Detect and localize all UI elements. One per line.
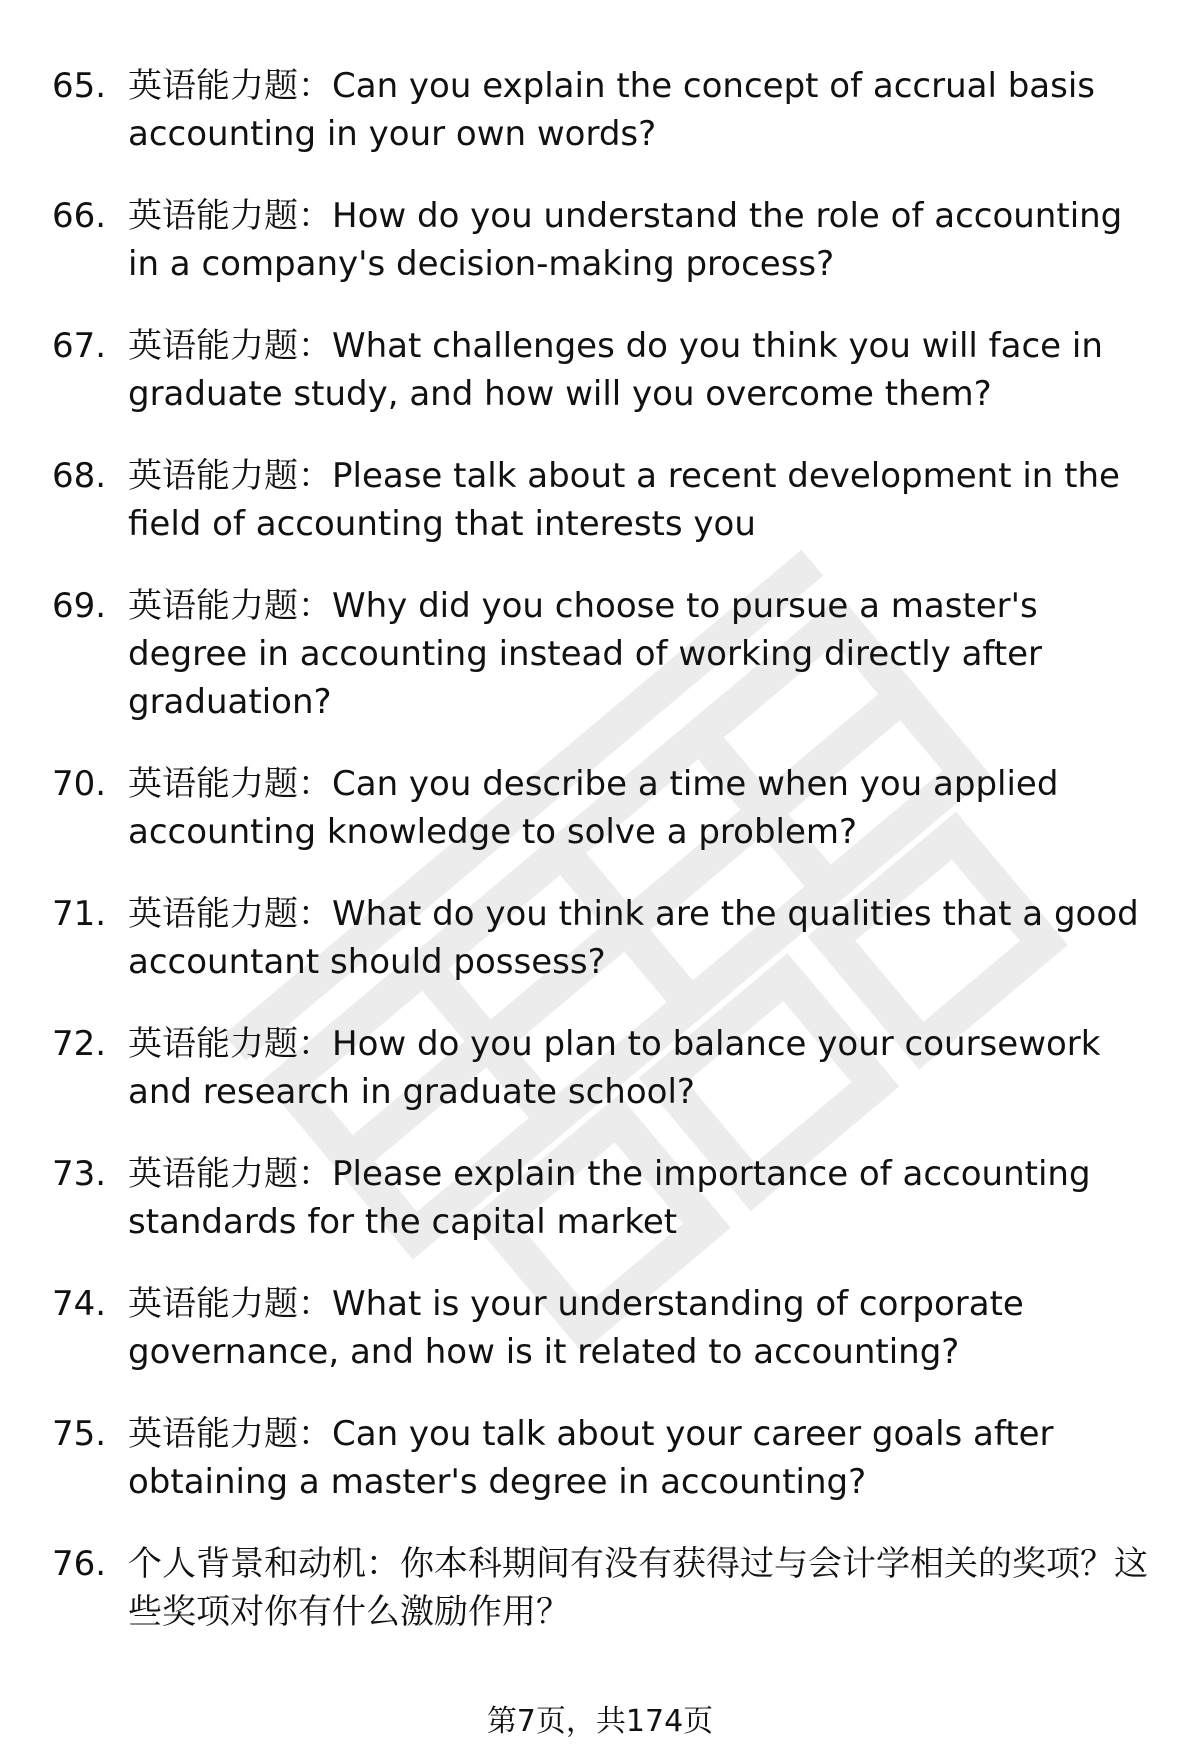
- question-number: 67.: [52, 326, 107, 366]
- question-number: 72.: [52, 1024, 107, 1064]
- question-number: 65.: [52, 66, 107, 106]
- question-text: 个人背景和动机：你本科期间有没有获得过与会计学相关的奖项？这些奖项对你有什么激励作用？: [128, 1544, 1148, 1632]
- list-item: [52, 760, 1162, 856]
- question-text: 英语能力题：Please talk about a recent development in the field of accounting that interests you: [128, 456, 1120, 544]
- question-text: 英语能力题：What is your understanding of corporate governance, and how is it related to accounting?: [128, 1284, 1024, 1372]
- list-item: [52, 192, 1162, 288]
- question-number: 66.: [52, 196, 107, 236]
- page-footer: [0, 1702, 1200, 1742]
- list-item: [52, 1540, 1162, 1636]
- question-text: 英语能力题：What challenges do you think you will face in graduate study, and how will you overcome them?: [128, 326, 1103, 414]
- question-number: 70.: [52, 764, 107, 804]
- question-text: 英语能力题：Please explain the importance of accounting standards for the capital market: [128, 1154, 1091, 1242]
- list-item: [52, 62, 1162, 158]
- question-text: 英语能力题：Why did you choose to pursue a master's degree in accounting instead of working directly after graduation?: [128, 586, 1043, 722]
- list-item: [52, 1280, 1162, 1376]
- question-text: 英语能力题：Can you describe a time when you applied accounting knowledge to solve a problem?: [128, 764, 1059, 852]
- list-item: [52, 322, 1162, 418]
- question-text: 英语能力题：Can you explain the concept of accrual basis accounting in your own words?: [128, 66, 1096, 154]
- question-number: 73.: [52, 1154, 107, 1194]
- page-number-label: 第7页，共174页: [486, 1704, 714, 1739]
- question-text: 英语能力题：How do you plan to balance your coursework and research in graduate school?: [128, 1024, 1101, 1112]
- list-item: [52, 890, 1162, 986]
- question-list: [52, 62, 1162, 1670]
- list-item: [52, 1150, 1162, 1246]
- list-item: [52, 1020, 1162, 1116]
- list-item: [52, 582, 1162, 726]
- list-item: [52, 452, 1162, 548]
- question-number: 76.: [52, 1544, 107, 1584]
- question-text: 英语能力题：Can you talk about your career goals after obtaining a master's degree in accounting?: [128, 1414, 1054, 1502]
- question-number: 74.: [52, 1284, 107, 1324]
- question-text: 英语能力题：How do you understand the role of accounting in a company's decision-making process?: [128, 196, 1123, 284]
- question-text: 英语能力题：What do you think are the qualities that a good accountant should possess?: [128, 894, 1139, 982]
- list-item: [52, 1410, 1162, 1506]
- question-number: 69.: [52, 586, 107, 626]
- question-number: 68.: [52, 456, 107, 496]
- question-number: 75.: [52, 1414, 107, 1454]
- question-number: 71.: [52, 894, 107, 934]
